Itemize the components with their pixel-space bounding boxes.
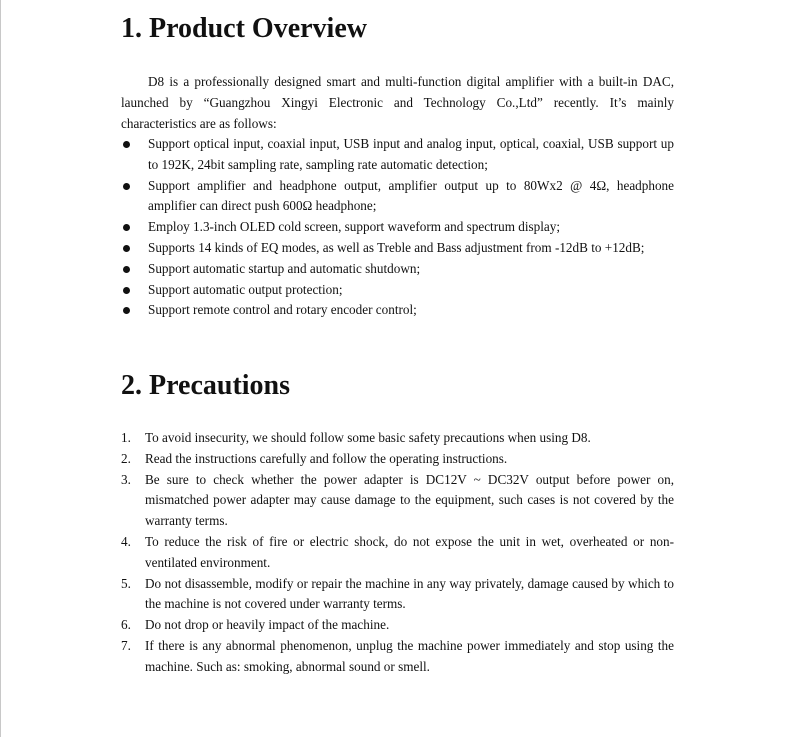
feature-text: Support optical input, coaxial input, USB input and analog input, optical, coaxial, USB support up to 192K, 24bit sampling rate, sampling rate automatic detection; bbox=[148, 136, 674, 172]
bullet-icon bbox=[123, 307, 130, 314]
precaution-item bbox=[121, 470, 674, 532]
feature-text: Support amplifier and headphone output, amplifier output up to 80Wx2 @ 4Ω, headphone amplifier can direct push 600Ω headphone; bbox=[148, 177, 674, 214]
feature-item bbox=[121, 238, 674, 259]
feature-item bbox=[121, 217, 674, 238]
precaution-text: Read the instructions carefully and follow the operating instructions. bbox=[145, 450, 508, 466]
precaution-number: 2. bbox=[121, 450, 131, 466]
precaution-number: 3. bbox=[121, 471, 131, 487]
feature-text: Support automatic output protection; bbox=[148, 281, 343, 297]
bullet-icon bbox=[123, 266, 130, 273]
feature-item bbox=[121, 259, 674, 280]
bullet-icon bbox=[123, 224, 130, 231]
precautions-list bbox=[121, 428, 674, 678]
page-left-border bbox=[0, 0, 1, 737]
precautions-heading: 2. Precautions bbox=[121, 370, 291, 401]
precaution-item bbox=[121, 636, 674, 678]
precaution-item bbox=[121, 449, 674, 470]
bullet-icon bbox=[123, 183, 130, 190]
precaution-text: Do not drop or heavily impact of the machine. bbox=[145, 617, 390, 633]
bullet-icon bbox=[123, 245, 130, 252]
feature-item bbox=[121, 280, 674, 301]
precaution-number: 1. bbox=[121, 430, 131, 445]
feature-item bbox=[121, 300, 674, 321]
product-overview-intro: D8 is a professionally designed smart and multi-function digital amplifier with a built-in DAC, launched by “Guangzhou Xingyi Electronic and Technology Co.,Ltd” recently. It’s mainly characteristics are as follows: bbox=[121, 74, 674, 131]
bullet-icon bbox=[123, 287, 130, 294]
precaution-text: To reduce the risk of fire or electric shock, do not expose the unit in wet, overheated or non-ventilated environment. bbox=[145, 533, 674, 570]
feature-text: Supports 14 kinds of EQ modes, as well as Treble and Bass adjustment from -12dB to +12dB; bbox=[148, 239, 645, 255]
precaution-item bbox=[121, 574, 674, 616]
bullet-icon bbox=[123, 141, 130, 148]
feature-list bbox=[121, 134, 674, 321]
precaution-item bbox=[121, 532, 674, 574]
feature-text: Employ 1.3-inch OLED cold screen, support waveform and spectrum display; bbox=[148, 219, 561, 235]
precaution-item bbox=[121, 428, 674, 449]
product-overview-heading: 1. Product Overview bbox=[121, 13, 367, 44]
feature-item bbox=[121, 176, 674, 218]
precaution-text: To avoid insecurity, we should follow some basic safety precautions when using D8. bbox=[145, 430, 591, 445]
precaution-text: If there is any abnormal phenomenon, unplug the machine power immediately and stop using the machine. Such as: smoking, abnormal sound or smell. bbox=[145, 637, 674, 674]
precaution-number: 5. bbox=[121, 575, 131, 591]
precaution-number: 6. bbox=[121, 617, 131, 633]
precaution-number: 4. bbox=[121, 533, 131, 549]
precaution-number: 7. bbox=[121, 637, 131, 653]
precaution-text: Do not disassemble, modify or repair the machine in any way privately, damage caused by which to the machine is not covered under warranty terms. bbox=[145, 575, 674, 612]
precaution-text: Be sure to check whether the power adapter is DC12V ~ DC32V output before power on, mismatched power adapter may cause damage to the equipment, such cases is not covered by the warranty terms. bbox=[145, 471, 674, 529]
feature-item bbox=[121, 134, 674, 176]
feature-text: Support remote control and rotary encoder control; bbox=[148, 302, 417, 318]
precaution-item bbox=[121, 615, 674, 636]
feature-text: Support automatic startup and automatic shutdown; bbox=[148, 260, 421, 276]
